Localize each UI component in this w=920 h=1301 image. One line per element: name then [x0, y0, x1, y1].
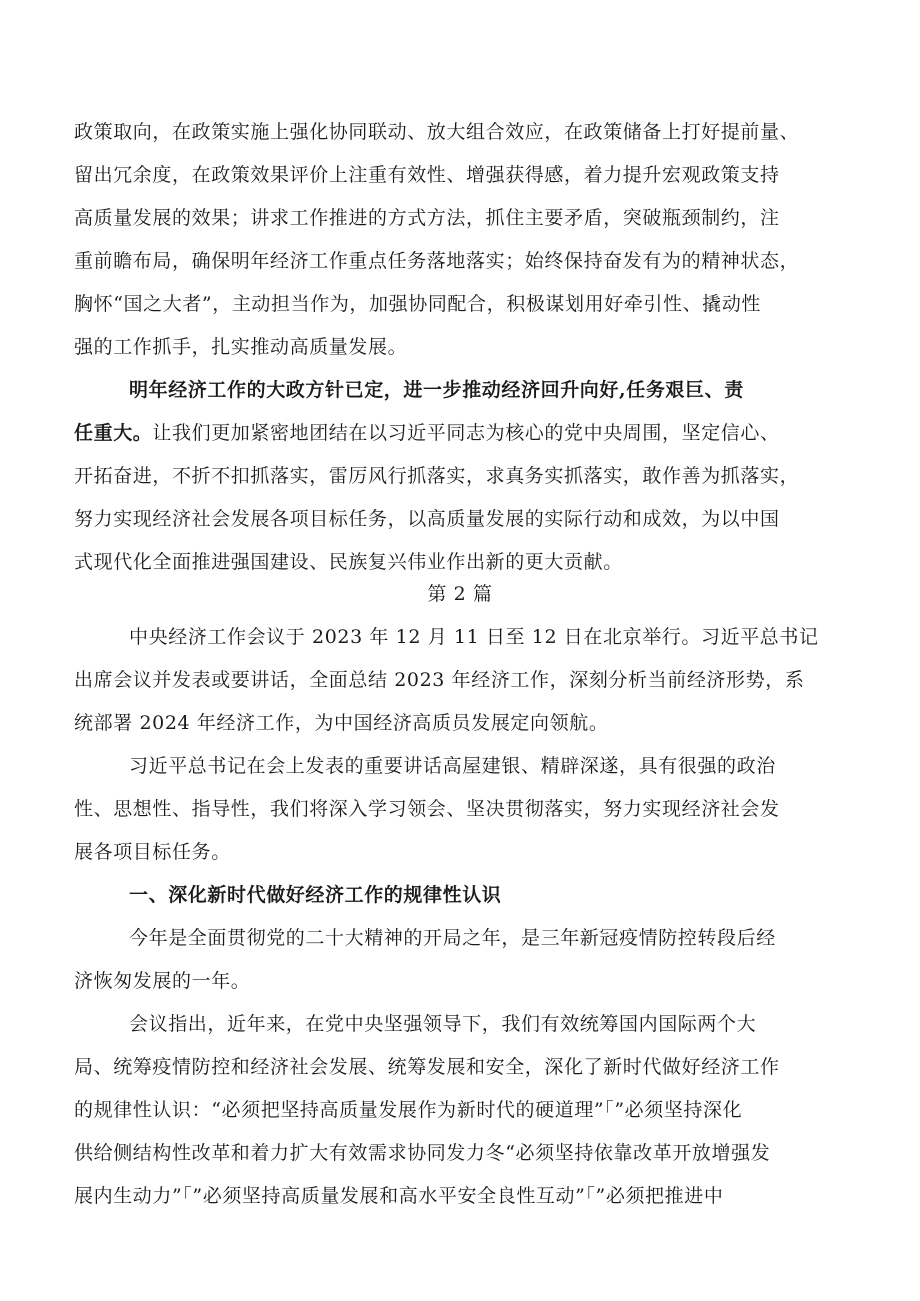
paragraph-2-bold-tail: 任重大。 [74, 422, 153, 444]
paragraph-4-line-1: 习近平总书记在会上发表的重要讲话高屋建银、精辟深遂，具有很强的政治 [129, 755, 776, 777]
subheading: 一、深化新时代做好经济工作的规律性认识 [129, 884, 502, 906]
paragraph-2-line-2 [74, 421, 780, 445]
paragraph-1-line-6: 强的工作抓手，扎实推动高质量发展。 [74, 336, 408, 358]
paragraph-6-line-3: 的规律性认识：“必须把坚持高质量发展作为新时代的硬道理”「”必须坚持深化 [74, 1099, 743, 1121]
paragraph-1-line-3: 高质量发展的效果；讲求工作推进的方式方法，抓住主要矛盾，突破瓶颈制约，注 [74, 207, 780, 229]
paragraph-4-line-3: 展各项目标任务。 [74, 841, 231, 863]
paragraph-2-line-5: 式现代化全面推进强国建设、民族复兴伟业作出新的更大贡献。 [74, 551, 623, 573]
paragraph-1-line-5: 胸怀“国之大者”，主动担当作为，加强协同配合，积极谋划用好牵引性、撬动性 [74, 293, 762, 315]
section-heading: 第 2 篇 [427, 583, 493, 605]
paragraph-1-line-2: 留出冗余度，在政策效果评价上注重有效性、增强获得感，着力提升宏观政策支持 [74, 164, 780, 186]
paragraph-3-line-3: 统部署 2024 年经济工作，为中国经济高质员发展定向领航。 [74, 712, 609, 734]
paragraph-2-line-1-bold: 明年经济工作的大政方针已定，进一步推动经济回升向好,任务艰巨、责 [129, 379, 744, 401]
paragraph-3-line-1: 中央经济工作会议于 2023 年 12 月 11 日至 12 日在北京举行。习近平总书记 [129, 626, 819, 648]
paragraph-1-line-4: 重前瞻布局，确保明年经济工作重点任务落地落实；始终保持奋发有为的精神状态， [74, 250, 800, 272]
paragraph-4-line-2: 性、思想性、指导性，我们将深入学习领会、坚决贯彻落实，努力实现经济社会发 [74, 798, 780, 820]
paragraph-2-line-3: 开拓奋进，不折不扣抓落实，雷厉风行抓落实，求真务实抓落实，敢作善为抓落实， [74, 465, 800, 487]
paragraph-6-line-1: 会议指出，近年来，在党中央坚强领导下，我们有效统筹国内国际两个大 [129, 1013, 757, 1035]
paragraph-2-rest-1: 让我们更加紧密地团结在以习近平同志为核心的党中央周围，坚定信心、 [152, 422, 780, 444]
paragraph-5-line-1: 今年是全面贯彻党的二十大精神的开局之年，是三年新冠疫情防控转段后经 [129, 927, 776, 949]
paragraph-2-line-4: 努力实现经济社会发展各项目标任务，以高质量发展的实际行动和成效，为以中国 [74, 508, 780, 530]
paragraph-6-line-4: 供给侧结构性改革和着力扩大有效需求协同发力冬“必须坚持依靠改革开放增强发 [74, 1142, 771, 1164]
paragraph-6-line-5: 展内生动力”「”必须坚持高质量发展和高水平安全良性互动”「”必须把推进中 [74, 1185, 724, 1207]
paragraph-6-line-2: 局、统筹疫情防控和经济社会发展、统筹发展和安全，深化了新时代做好经济工作 [74, 1056, 780, 1078]
paragraph-3-line-2: 出席会议并发表或要讲话，全面总结 2023 年经济工作，深刻分析当前经济形势，系 [74, 669, 805, 691]
paragraph-1-line-1: 政策取向，在政策实施上强化协同联动、放大组合效应，在政策储备上打好提前量、 [74, 121, 800, 143]
paragraph-5-line-2: 济恢匆发展的一年。 [74, 970, 251, 992]
